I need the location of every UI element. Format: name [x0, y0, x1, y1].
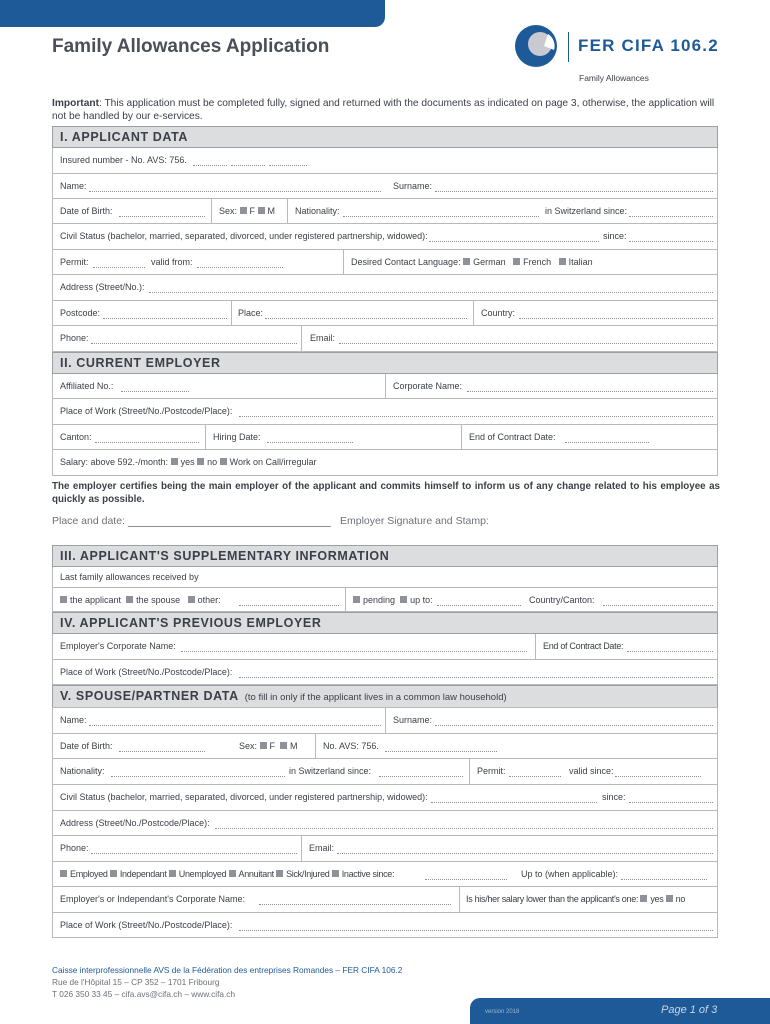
section-current-employer: II. CURRENT EMPLOYER: [52, 352, 718, 374]
sp-sex-group: Sex: F M: [239, 741, 298, 751]
sp-permit-field[interactable]: [509, 776, 561, 777]
version-label: version 2018: [485, 1009, 520, 1015]
annuitant-checkbox[interactable]: [229, 870, 236, 877]
section-spouse-note: (to fill in only if the applicant lives in a common law household): [244, 692, 507, 703]
row-received-by: [52, 588, 718, 612]
hiring-label: Hiring Date:: [213, 432, 261, 442]
email-field[interactable]: [339, 343, 713, 344]
sp-valid-since-label: valid since:: [569, 766, 614, 776]
important-note: [52, 98, 720, 123]
section-supplementary: III. APPLICANT'S SUPPLEMENTARY INFORMATION: [52, 545, 718, 567]
other-checkbox[interactable]: [188, 596, 195, 603]
name-field[interactable]: [89, 191, 381, 192]
row-permit: [52, 250, 718, 275]
sp-place-work-label: Place of Work (Street/No./Postcode/Place):: [60, 920, 233, 930]
nationality-field[interactable]: [343, 216, 539, 217]
cifa-logo-icon: [514, 24, 558, 68]
sp-phone-field[interactable]: [91, 853, 297, 854]
german-checkbox[interactable]: [463, 258, 470, 265]
sp-place-work-field[interactable]: [239, 930, 713, 931]
prev-corporate-label: Employer's Corporate Name:: [60, 641, 176, 651]
row-sp-dob: [52, 734, 718, 759]
sp-nationality-label: Nationality:: [60, 766, 105, 776]
switz-since-label: in Switzerland since:: [545, 206, 628, 216]
prev-corporate-field[interactable]: [181, 651, 527, 652]
sp-corporate-field[interactable]: [259, 904, 451, 905]
row-dob: [52, 199, 718, 224]
up-to-checkbox[interactable]: [400, 596, 407, 603]
affiliated-label: Affiliated No.:: [60, 381, 114, 391]
sp-civil-field[interactable]: [431, 802, 597, 803]
sp-civil-label: Civil Status (bachelor, married, separated, divorced, under registered partnership, widowed):: [60, 792, 428, 802]
affiliated-field[interactable]: [121, 391, 189, 392]
permit-field[interactable]: [93, 267, 145, 268]
phone-label: Phone:: [60, 333, 89, 343]
sp-avs-field[interactable]: [385, 751, 497, 752]
country-canton-field[interactable]: [603, 605, 713, 606]
section-applicant-data: I. APPLICANT DATA: [52, 126, 718, 148]
civil-field[interactable]: [429, 241, 599, 242]
place-field[interactable]: [265, 318, 467, 319]
last-allowances-label: Last family allowances received by: [60, 572, 199, 582]
row-address: [52, 275, 718, 301]
contact-lang-group: Desired Contact Language: German French Italian: [351, 257, 593, 267]
row-salary: [52, 450, 718, 476]
signature-label: Employer Signature and Stamp:: [340, 515, 489, 527]
sp-surname-label: Surname:: [393, 715, 433, 725]
sp-civil-since-field[interactable]: [629, 802, 713, 803]
country-label: Country:: [481, 308, 516, 318]
row-affiliated: [52, 374, 718, 399]
row-civil: [52, 224, 718, 250]
row-sp-civil: [52, 785, 718, 811]
up-to-when-label: Up to (when applicable):: [521, 869, 619, 879]
corporate-field[interactable]: [467, 391, 713, 392]
lower-no-checkbox[interactable]: [666, 895, 673, 902]
row-postcode: [52, 301, 718, 326]
footer-line-2: Rue de l'Hôpital 15 – CP 352 – 1701 Fribourg: [52, 977, 220, 987]
spouse-checkbox[interactable]: [126, 596, 133, 603]
avs-field-1[interactable]: [193, 165, 227, 166]
sp-dob-field[interactable]: [119, 751, 205, 752]
section-spouse: [52, 685, 718, 707]
civil-since-label: since:: [603, 231, 627, 241]
sp-status-group: Employed Independant Unemployed Annuitant Sick/Injured Inactive since:: [60, 869, 394, 879]
prev-place-work-label: Place of Work (Street/No./Postcode/Place):: [60, 667, 233, 677]
postcode-field[interactable]: [103, 318, 227, 319]
unemployed-checkbox[interactable]: [169, 870, 176, 877]
salary-yes-checkbox[interactable]: [171, 458, 178, 465]
prev-end-contract-field[interactable]: [627, 651, 713, 652]
place-date-label: Place and date:: [52, 515, 125, 527]
applicant-checkbox[interactable]: [60, 596, 67, 603]
sp-corporate-label: Employer's or Independant's Corporate Name:: [60, 894, 246, 904]
sick-checkbox[interactable]: [276, 870, 283, 877]
important-label: Important: [52, 98, 99, 109]
sp-valid-since-field[interactable]: [615, 776, 701, 777]
italian-checkbox[interactable]: [559, 258, 566, 265]
sp-email-label: Email:: [309, 843, 335, 853]
valid-from-field[interactable]: [197, 267, 283, 268]
row-last-allowances: [52, 567, 718, 588]
row-canton: [52, 425, 718, 450]
surname-label: Surname:: [393, 181, 433, 191]
sex-group: Sex: F M: [219, 206, 276, 216]
sp-switz-since-field[interactable]: [379, 776, 463, 777]
row-sp-address: [52, 811, 718, 836]
other-field[interactable]: [239, 605, 339, 606]
phone-field[interactable]: [91, 343, 297, 344]
avs-field-3[interactable]: [269, 165, 307, 166]
dob-field[interactable]: [119, 216, 205, 217]
switz-since-field[interactable]: [629, 216, 713, 217]
row-name: [52, 174, 718, 199]
inactive-since-field[interactable]: [425, 879, 507, 880]
row-sp-place-work: [52, 913, 718, 938]
sp-nationality-field[interactable]: [111, 776, 285, 777]
row-sp-phone: [52, 836, 718, 862]
email-label: Email:: [310, 333, 336, 343]
pending-group: pending up to:: [353, 595, 433, 605]
corporate-label: Corporate Name:: [393, 381, 463, 391]
canton-label: Canton:: [60, 432, 92, 442]
place-date-field[interactable]: [128, 526, 331, 527]
surname-field[interactable]: [435, 191, 713, 192]
brand-name: FER CIFA 106.2: [578, 36, 719, 55]
sp-sex-m-checkbox[interactable]: [280, 742, 287, 749]
insured-label: Insured number - No. AVS: 756.: [60, 155, 187, 165]
sp-avs-label: No. AVS: 756.: [323, 741, 379, 751]
on-call-checkbox[interactable]: [220, 458, 227, 465]
footer-line-1: Caisse interprofessionnelle AVS de la Fédération des entreprises Romandes – FER CIFA 106.2: [52, 965, 403, 975]
sp-civil-since-label: since:: [602, 792, 626, 802]
row-phone: [52, 326, 718, 352]
hiring-field[interactable]: [267, 442, 353, 443]
lower-yes-checkbox[interactable]: [640, 895, 647, 902]
civil-label: Civil Status (bachelor, married, separated, divorced, under registered partnership, widowed):: [60, 231, 428, 241]
up-to-field[interactable]: [437, 605, 521, 606]
canton-field[interactable]: [95, 442, 199, 443]
row-place-work: [52, 399, 718, 425]
employed-checkbox[interactable]: [60, 870, 67, 877]
logo-divider: [568, 32, 569, 62]
salary-no-checkbox[interactable]: [197, 458, 204, 465]
country-canton-label: Country/Canton:: [529, 595, 595, 605]
place-label: Place:: [238, 308, 264, 318]
row-sp-corporate: [52, 887, 718, 913]
up-to-when-field[interactable]: [621, 879, 707, 880]
valid-from-label: valid from:: [151, 257, 193, 267]
sp-phone-label: Phone:: [60, 843, 89, 853]
nationality-label: Nationality:: [295, 206, 340, 216]
row-insured: [52, 148, 718, 174]
prev-place-work-field[interactable]: [239, 677, 713, 678]
row-sp-name: [52, 707, 718, 734]
sex-m-checkbox[interactable]: [258, 207, 265, 214]
sp-sex-f-checkbox[interactable]: [260, 742, 267, 749]
sp-address-label: Address (Street/No./Postcode/Place):: [60, 818, 210, 828]
address-label: Address (Street/No.):: [60, 282, 145, 292]
received-by-group: the applicant the spouse other:: [60, 595, 221, 605]
row-sp-status: [52, 862, 718, 887]
sp-surname-field[interactable]: [435, 725, 713, 726]
end-contract-field[interactable]: [565, 442, 649, 443]
footer-line-3: T 026 350 33 45 – cifa.avs@cifa.ch – www.cifa.ch: [52, 989, 236, 999]
inactive-checkbox[interactable]: [332, 870, 339, 877]
prev-end-contract-label: End of Contract Date:: [543, 641, 624, 651]
sp-permit-label: Permit:: [477, 766, 506, 776]
section-spouse-title: V. SPOUSE/PARTNER DATA: [60, 689, 239, 703]
end-contract-label: End of Contract Date:: [469, 432, 556, 442]
row-prev-corporate: [52, 634, 718, 660]
place-work-field[interactable]: [239, 416, 713, 417]
page-number: Page 1 of 3: [661, 1004, 718, 1016]
sp-name-field[interactable]: [89, 725, 381, 726]
important-text: : This application must be completed fully, signed and returned with the documents as indicated on page 3, otherwise, the application will not be handled by our e-services.: [52, 98, 715, 122]
sp-email-field[interactable]: [337, 853, 713, 854]
row-sp-nationality: [52, 759, 718, 785]
french-checkbox[interactable]: [513, 258, 520, 265]
name-label: Name:: [60, 181, 87, 191]
sp-name-label: Name:: [60, 715, 87, 725]
permit-label: Permit:: [60, 257, 89, 267]
top-banner: [0, 0, 385, 27]
dob-label: Date of Birth:: [60, 206, 113, 216]
row-prev-place-work: [52, 660, 718, 685]
employer-certification: The employer certifies being the main employer of the applicant and commits himself to inform us of any change related to his employee as quickly as possible.: [52, 481, 720, 505]
sp-dob-label: Date of Birth:: [60, 741, 113, 751]
country-field[interactable]: [519, 318, 713, 319]
postcode-label: Postcode:: [60, 308, 101, 318]
sex-f-checkbox[interactable]: [240, 207, 247, 214]
avs-field-2[interactable]: [231, 165, 265, 166]
independant-checkbox[interactable]: [110, 870, 117, 877]
page-title: Family Allowances Application: [52, 36, 330, 57]
civil-since-field[interactable]: [629, 241, 713, 242]
brand-subtitle: Family Allowances: [579, 73, 649, 83]
sp-lower-group: Is his/her salary lower than the applicant's one: yes no: [466, 894, 686, 904]
place-work-label: Place of Work (Street/No./Postcode/Place):: [60, 406, 233, 416]
address-field[interactable]: [149, 292, 713, 293]
sp-address-field[interactable]: [215, 828, 713, 829]
section-previous-employer: IV. APPLICANT'S PREVIOUS EMPLOYER: [52, 612, 718, 634]
pending-checkbox[interactable]: [353, 596, 360, 603]
sp-switz-since-label: in Switzerland since:: [289, 766, 372, 776]
salary-group: Salary: above 592.-/month: yes no Work on Call/irregular: [60, 457, 317, 467]
